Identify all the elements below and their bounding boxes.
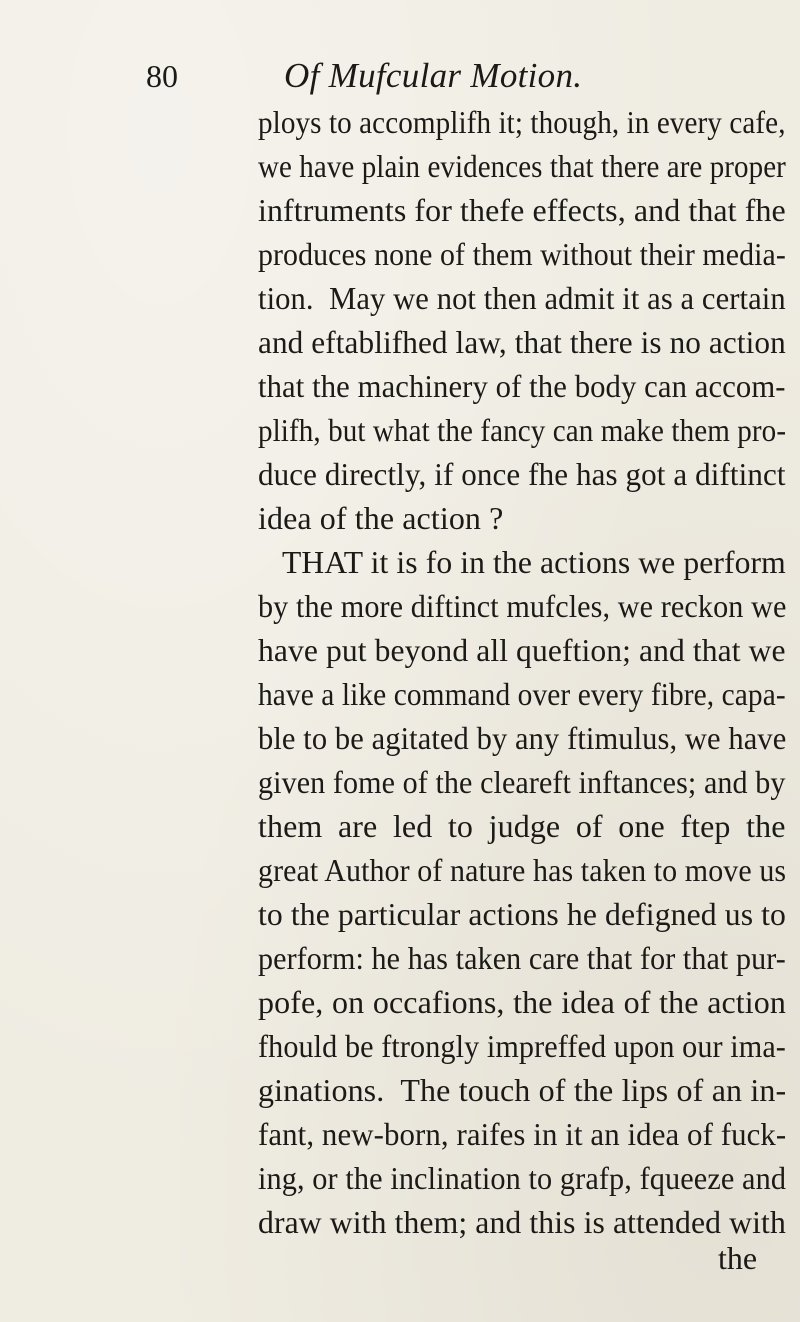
text-line: tion. May we not then admit it as a certain xyxy=(258,280,786,316)
text-line: inftruments for thefe effects, and that fhe xyxy=(258,192,786,228)
page-number: 80 xyxy=(146,58,178,94)
text-line: that the machinery of the body can accom- xyxy=(258,368,786,404)
text-line: ble to be agitated by any ftimulus, we have xyxy=(258,720,787,756)
running-title: Of Mufcular Motion. xyxy=(284,56,583,95)
text-line: and eftablifhed law, that there is no action xyxy=(258,324,786,360)
text-line: them are led to judge of one ftep the xyxy=(258,808,786,844)
text-line: idea of the action ? xyxy=(258,500,504,536)
text-line: duce directly, if once fhe has got a diftinct xyxy=(258,456,786,492)
text-line: ginations. The touch of the lips of an in- xyxy=(258,1072,787,1108)
text-line: great Author of nature has taken to move us xyxy=(258,852,787,888)
text-line: fhould be ftrongly impreffed upon our ima- xyxy=(258,1028,786,1064)
text-line: draw with them; and this is attended with xyxy=(258,1204,786,1240)
text-line: produces none of them without their media- xyxy=(258,236,786,272)
text-line: ploys to accomplifh it; though, in every cafe, xyxy=(258,104,786,140)
text-line: pofe, on occafions, the idea of the action xyxy=(258,984,786,1020)
text-line: we have plain evidences that there are proper xyxy=(258,148,786,184)
text-line: ing, or the inclination to grafp, fqueeze and xyxy=(258,1160,787,1196)
text-line: THAT it is fo in the actions we perform xyxy=(282,544,786,580)
text-line: to the particular actions he defigned us to xyxy=(258,896,787,932)
text-line: given fome of the cleareft inftances; and by xyxy=(258,764,786,800)
text-line: by the more diftinct mufcles, we reckon we xyxy=(258,588,787,624)
text-line: have put beyond all queftion; and that we xyxy=(258,632,786,668)
catchword: the xyxy=(718,1240,758,1276)
text-line: perform: he has taken care that for that pur- xyxy=(258,940,786,976)
text-line: fant, new-born, raifes in it an idea of fuck- xyxy=(258,1116,787,1152)
text-line: have a like command over every fibre, capa- xyxy=(258,676,786,712)
text-line: plifh, but what the fancy can make them pro- xyxy=(258,412,787,448)
